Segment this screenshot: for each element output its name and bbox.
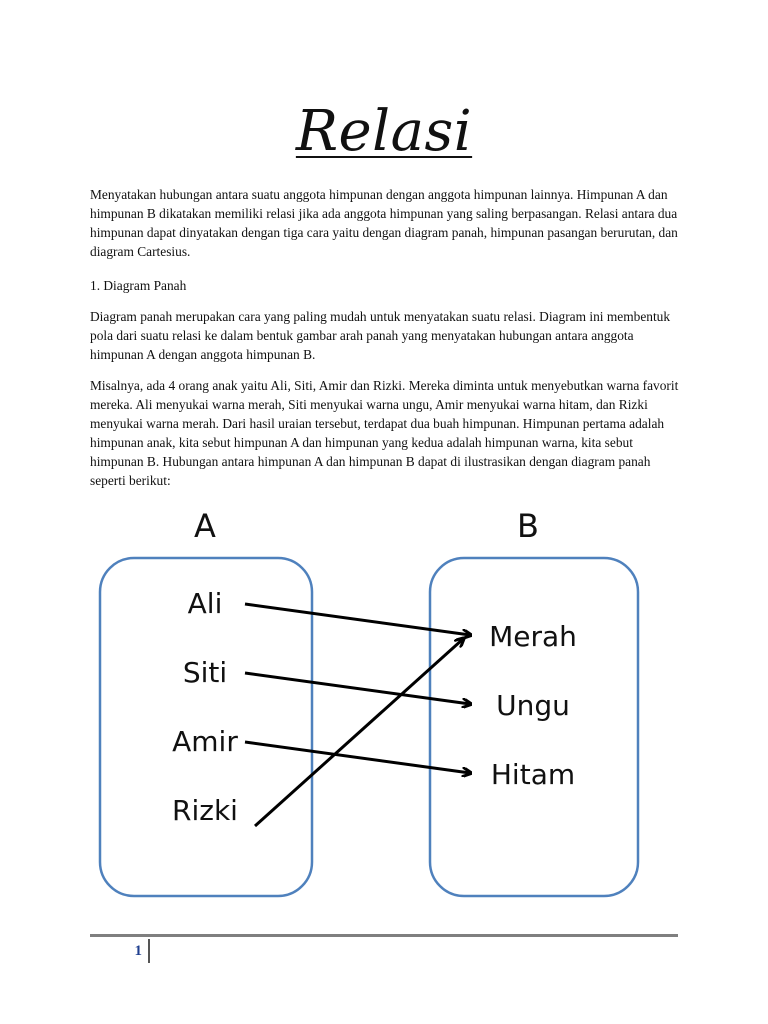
arrow-diagram (0, 500, 768, 900)
set-b-item: Merah (489, 620, 577, 653)
example-paragraph: Misalnya, ada 4 orang anak yaitu Ali, Siti, Amir dan Rizki. Mereka diminta untuk menyebutkan warna favorit mereka. Ali menyukai warna merah, Siti menyukai warna ungu, Amir menyukai warna hitam, dan Rizki menyukai warna merah. Dari hasil uraian tersebut, terdapat dua buah himpunan. Himpunan pertama adalah himpunan anak, kita sebut himpunan A dan himpunan yang kedua adalah himpunan warna, kita sebut himpunan B. Hubungan antara himpunan A dan himpunan B dapat di ilustrasikan dengan diagram panah seperti berikut: (90, 378, 679, 488)
relation-arrow (245, 604, 470, 635)
definition-paragraph: Diagram panah merupakan cara yang paling mudah untuk menyatakan suatu relasi. Diagram ini membentuk pola dari suatu relasi ke dalam bentuk gambar arah panah yang menyatakan hubungan antara anggota himpunan A dengan anggota himpunan B. (90, 309, 671, 362)
relation-arrow (255, 639, 463, 826)
page-number: 1 (120, 939, 150, 963)
set-b-label: B (517, 507, 539, 545)
set-a-label: A (194, 507, 216, 545)
set-a-item: Ali (187, 587, 223, 620)
set-b-box (430, 558, 638, 896)
intro-paragraph: Menyatakan hubungan antara suatu anggota himpunan dengan anggota himpunan lainnya. Himpunan A dan himpunan B dikatakan memiliki relasi jika ada anggota himpunan yang saling berpasangan. Relasi antara dua himpunan dapat dinyatakan dengan tiga cara yaitu dengan diagram panah, himpunan pasangan berurutan, dan diagram Cartesius. (90, 187, 678, 259)
document-title: Relasi (295, 99, 473, 164)
set-a-items (172, 587, 238, 827)
set-b-item: Hitam (490, 758, 576, 791)
set-b-items (489, 620, 577, 791)
footer-rule (90, 934, 678, 937)
section-heading: 1. Diagram Panah (90, 278, 187, 293)
relation-arrow (245, 673, 470, 704)
set-b-item: Ungu (496, 689, 570, 722)
set-a-item: Siti (182, 656, 228, 689)
set-a-item: Amir (172, 725, 238, 758)
relation-arrows (245, 604, 470, 826)
set-a-item: Rizki (172, 794, 238, 827)
relation-arrow (245, 742, 470, 773)
